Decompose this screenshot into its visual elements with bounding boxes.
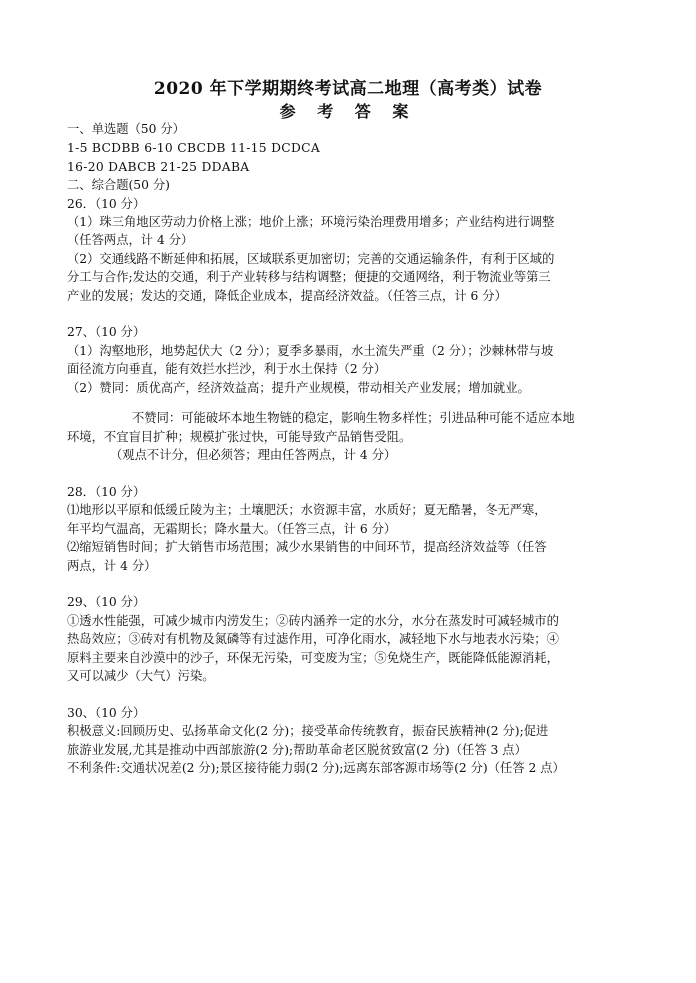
- section1-answers-row1: 1-5 BCDBB 6-10 CBCDB 11-15 DCDCA: [67, 141, 321, 155]
- q30-line1: 积极意义:回顾历史、弘扬革命文化(2 分)；接受革命传统教育，振奋民族精神(2 分);促进: [67, 724, 549, 738]
- q27-answer2-line2: 不赞同：可能破坏本地生物链的稳定，影响生物多样性；引进品种可能不适应本地: [132, 411, 575, 425]
- page-subtitle: 参 考 答 案: [279, 102, 417, 121]
- q26-answer1-line2: （任答两点，计 4 分）: [67, 233, 194, 247]
- q29-line1: ①透水性能强，可减少城市内涝发生；②砖内涵养一定的水分，水分在蒸发时可减轻城市的: [67, 614, 559, 628]
- q28-answer1-line2: 年平均气温高，无霜期长；降水量大。（任答三点，计 6 分）: [67, 522, 397, 536]
- q29-line2: 热岛效应；③砖对有机物及氮磷等有过滤作用，可净化雨水，减轻地下水与地表水污染；④: [67, 632, 559, 646]
- q30-line2: 旅游业发展,尤其是推动中西部旅游(2 分);帮助革命老区脱贫致富(2 分)（任答 3 点）: [67, 743, 527, 757]
- page-title: 2020 年下学期期终考试高二地理（高考类）试卷: [153, 79, 543, 99]
- q30-heading: 30、（10 分）: [67, 706, 146, 720]
- q27-answer2-line4: （观点不计分，但必须答；理由任答两点，计 4 分）: [110, 448, 397, 462]
- q27-answer2-line3: 环境，不宜盲目扩种；规模扩张过快，可能导致产品销售受阻。: [67, 430, 412, 444]
- q26-answer2-line3: 产业的发展；发达的交通，降低企业成本，提高经济效益。（任答三点，计 6 分）: [67, 289, 507, 303]
- section1-answers-row2: 16-20 DABCB 21-25 DDABA: [67, 160, 250, 174]
- q28-answer1-line1: ⑴地形以平原和低缓丘陵为主；土壤肥沃；水资源丰富，水质好；夏无酷暑，冬无严寒，: [67, 503, 547, 517]
- q29-line4: 又可以减少（大气）污染。: [67, 669, 215, 683]
- q28-answer2-line2: 两点，计 4 分）: [67, 559, 157, 573]
- section2-heading: 二、综合题(50 分): [67, 178, 170, 192]
- q28-heading: 28．（10 分）: [67, 485, 146, 499]
- q27-heading: 27、（10 分）: [67, 325, 146, 339]
- q28-answer2-line1: ⑵缩短销售时间；扩大销售市场范围；减少水果销售的中间环节，提高经济效益等（任答: [67, 540, 547, 554]
- q26-heading: 26．（10 分）: [67, 197, 146, 211]
- q26-answer2-line1: （2）交通线路不断延伸和拓展，区域联系更加密切；完善的交通运输条件，有利于区域的: [67, 252, 555, 266]
- q30-line3: 不利条件:交通状况差(2 分);景区接待能力弱(2 分);远离东部客源市场等(2 分)（任答 2 点）: [67, 761, 565, 775]
- q27-answer1-line2: 面径流方向垂直，能有效拦水拦沙，利于水土保持（2 分）: [67, 362, 387, 376]
- q29-heading: 29、（10 分）: [67, 595, 146, 609]
- q29-line3: 原料主要来自沙漠中的沙子，环保无污染，可变废为宝；⑤免烧生产，既能降低能源消耗，: [67, 651, 559, 665]
- q26-answer1-line1: （1）珠三角地区劳动力价格上涨；地价上涨；环境污染治理费用增多；产业结构进行调整: [67, 215, 555, 229]
- q27-answer1-line1: （1）沟壑地形，地势起伏大（2 分）；夏季多暴雨，水土流失严重（2 分）；沙棘林带与坡: [67, 344, 554, 358]
- q27-answer2-line1: （2）赞同：质优高产，经济效益高；提升产业规模，带动相关产业发展；增加就业。: [67, 381, 530, 395]
- section1-heading: 一、单选题（50 分）: [67, 122, 185, 136]
- q26-answer2-line2: 分工与合作;发达的交通，利于产业转移与结构调整；便捷的交通网络，利于物流业等第三: [67, 270, 551, 284]
